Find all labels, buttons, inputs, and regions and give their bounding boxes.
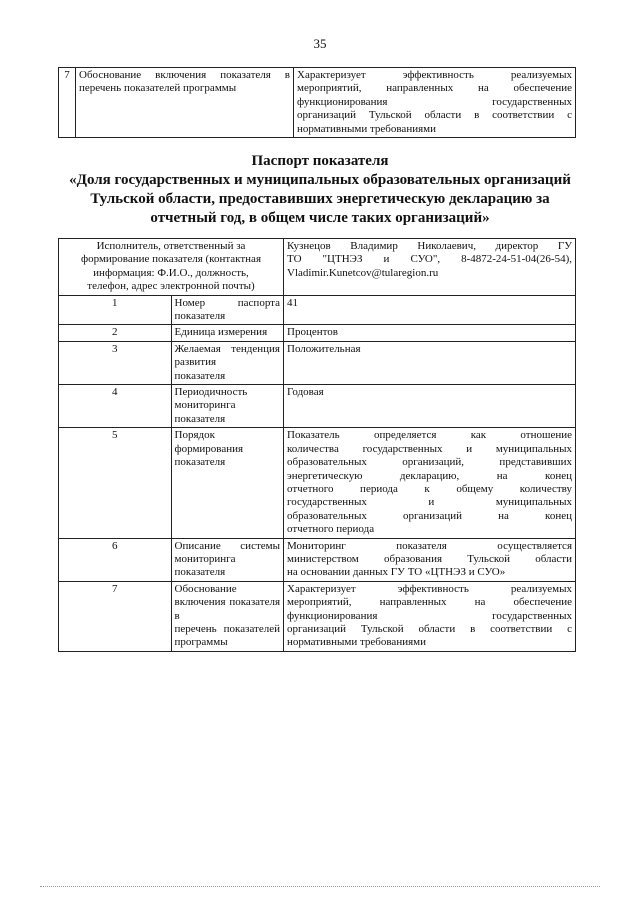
text-line: Показатель определяется как отношение — [287, 429, 572, 442]
text-line: количества государственных и муниципальных — [287, 442, 572, 455]
row-number: 3 — [59, 341, 172, 384]
text-line: ТО "ЦТНЭЗ и СУО", 8-4872-24-51-04(26-54), — [287, 253, 572, 266]
row-value — [284, 341, 576, 384]
row-number: 2 — [59, 325, 172, 341]
row-number: 1 — [59, 295, 172, 325]
executor-label — [59, 239, 284, 296]
row-value — [284, 385, 576, 428]
text-line: министерством образования Тульской области — [287, 552, 572, 565]
executor-value — [284, 239, 576, 296]
row-label — [171, 341, 284, 384]
text-line: отчетного периода к общему количеству — [287, 482, 572, 495]
row-label — [171, 581, 284, 651]
passport-table — [58, 238, 576, 652]
footer-divider — [40, 886, 600, 887]
row-value — [284, 538, 576, 581]
title-line: отчетный год, в общем числе таких организаций» — [150, 210, 490, 226]
text-line: телефон, адрес электронной почты) — [87, 280, 255, 293]
table-row — [59, 428, 576, 538]
text-line: Обоснование включения показателя в — [79, 69, 290, 81]
text-line: Характеризует эффективность реализуемых — [287, 582, 572, 595]
table-row — [59, 581, 576, 651]
text-line: Желаемая тенденция развития — [174, 342, 280, 369]
text-line: образовательных организаций, представивших — [287, 456, 572, 469]
text-line: Единица измерения — [174, 326, 268, 339]
row-number: 7 — [59, 68, 76, 138]
row-number: 5 — [59, 428, 172, 538]
text-line: функционирования государственных — [297, 95, 572, 108]
text-line: организаций Тульской области в соответствии с — [287, 622, 572, 635]
row-value — [284, 325, 576, 341]
text-line: Обоснование включения показателя в — [174, 582, 280, 622]
row-value — [284, 295, 576, 325]
row-label — [171, 428, 284, 538]
text-line: Положительная — [287, 342, 361, 355]
table-row — [59, 385, 576, 428]
text-line: Порядок формирования показателя — [174, 429, 244, 469]
text-line: информация: Ф.И.О., должность, — [93, 266, 249, 279]
row-value — [284, 581, 576, 651]
row-value — [284, 428, 576, 538]
row-number: 4 — [59, 385, 172, 428]
text-line: формирование показателя (контактная — [80, 253, 262, 266]
title-line: Паспорт показателя — [251, 153, 389, 169]
row-label — [171, 385, 284, 428]
table-row — [59, 341, 576, 384]
text-line: показателя — [174, 412, 226, 425]
text-line: образовательных организаций на конец — [287, 509, 572, 522]
row-number: 7 — [59, 581, 172, 651]
text-line: перечень показателей программы — [174, 622, 280, 649]
table-row — [59, 68, 576, 138]
row-label — [171, 295, 284, 325]
executor-row — [59, 239, 576, 296]
text-line: Характеризует эффективность реализуемых — [297, 69, 572, 81]
text-line: организаций Тульской области в соответствии с — [297, 109, 572, 122]
page-number: 35 — [313, 36, 327, 51]
text-line: государственных и муниципальных — [287, 496, 572, 509]
text-line: энергетическую декларацию, на конец — [287, 469, 572, 482]
text-line: отчетного периода — [287, 523, 375, 536]
text-line: Vladimir.Kunetcov@tularegion.ru — [287, 266, 439, 279]
text-line: на основании данных ГУ ТО «ЦТНЭЗ и СУО» — [287, 566, 506, 579]
text-line: Периодичность мониторинга — [174, 386, 248, 412]
row-label — [171, 325, 284, 341]
passport-title — [40, 152, 600, 228]
text-line: мероприятий, направленных на обеспечение — [297, 82, 572, 95]
text-line: мероприятий, направленных на обеспечение — [287, 596, 572, 609]
text-line: Годовая — [287, 386, 324, 399]
text-line: Мониторинг показателя осуществляется — [287, 539, 572, 552]
continuation-table — [58, 67, 576, 138]
text-line: перечень показателей программы — [79, 82, 237, 95]
row-label — [171, 538, 284, 581]
text-line: нормативными требованиями — [297, 122, 436, 135]
text-line: показателя — [174, 369, 226, 382]
row-number: 6 — [59, 538, 172, 581]
text-line: Процентов — [287, 326, 338, 339]
text-line: Описание системы мониторинга — [174, 539, 280, 565]
row-label — [76, 68, 294, 138]
text-line: показателя — [174, 566, 226, 579]
title-line: Тульской области, предоставивших энергетическую декларацию за — [90, 191, 550, 207]
row-value — [294, 68, 576, 138]
table-row — [59, 325, 576, 341]
text-line: 41 — [287, 296, 298, 309]
text-line: Номер паспорта показателя — [174, 296, 280, 323]
table-row — [59, 538, 576, 581]
text-line: функционирования государственных — [287, 609, 572, 622]
text-line: Исполнитель, ответственный за — [96, 240, 246, 252]
text-line: нормативными требованиями — [287, 636, 426, 649]
title-line: «Доля государственных и муниципальных образовательных организаций — [69, 172, 571, 188]
text-line: Кузнецов Владимир Николаевич, директор ГУ — [287, 240, 572, 252]
table-row — [59, 295, 576, 325]
